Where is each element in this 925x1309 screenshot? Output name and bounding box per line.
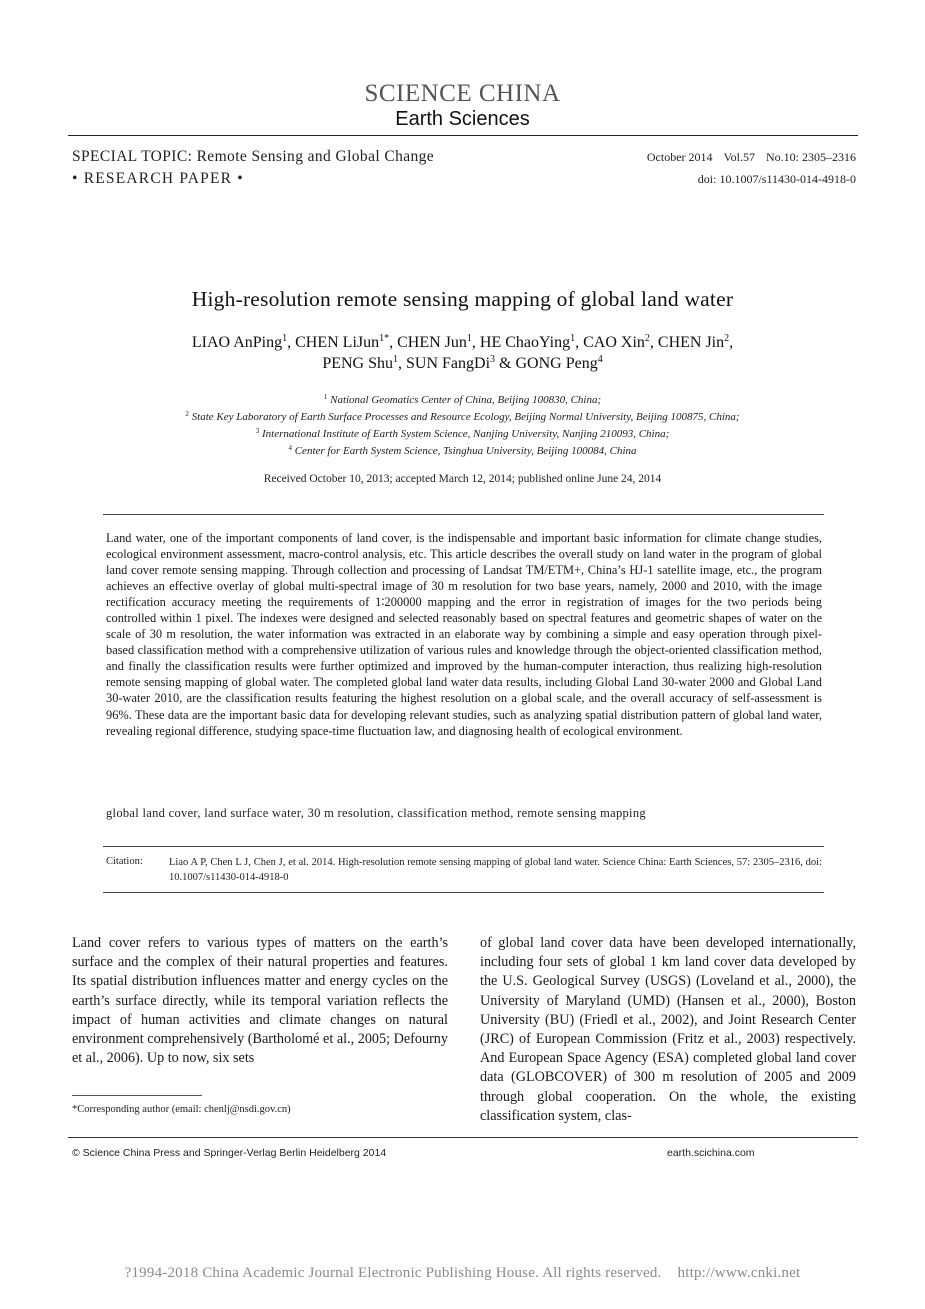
journal-site-link[interactable]: earth.scichina.com	[667, 1147, 755, 1159]
paper-title: High-resolution remote sensing mapping of global land water	[191, 287, 734, 311]
abstract: Land water, one of the important components of land cover, is the indispensable and important basic information for climate change studies, ecological environment assessment, macro-control analysis, etc. This article describes the overall study on land water in the program of global land cover remote sensing mapping. Through collection and processing of Landsat TM/ETM+, China’s HJ-1 satellite image, etc., the program achieves an effective overlay of global multi-spectral image of 30 m resolution for two base years, namely, 2000 and 2010, with the image rectification accuracy meeting the requirements of 1∶200000 mapping and the error in registration of images for the two periods being controlled within 1 pixel. The indexes were designed and selected reasonably based on spectral features and geometric shapes of water on the scale of 30 m resolution, the water information was extracted in an elaborate way by combining a simple and easy operation through pixel-based classification method with a comprehensive utilization of various rules and knowledge through the object-oriented classification method, and finally the classification results were further optimized and improved by the human-computer interaction, thus realizing high-resolution remote sensing mapping of global water. The completed global land water data results, including Global Land 30-water 2000 and Global Land 30-water 2010, are the classification results featuring the highest resolution on a global scale, and the overall accuracy of self-assessment is 96%. These data are the important basic data for developing relevant studies, such as analyzing spatial distribution pattern of global land water, revealing regional difference, studying space-time fluctuation law, and diagnosing health of ecological environment.	[106, 531, 822, 738]
affiliation: $^2$ State Key Laboratory of Earth Surface Processes and Resource Ecology, Beijing Normal University, Beijing 100875, China;	[185, 410, 740, 423]
doi: doi: 10.1007/s11430-014-4918-0	[697, 172, 856, 186]
citation-text: Liao A P, Chen L J, Chen J, et al. 2014. High-resolution remote sensing mapping of global land water. Science China: Earth Sciences, 57: 2305–2316, doi: 10.1007/s11430-014-4918-0	[169, 857, 822, 883]
author: PENG Shu$^1$,	[322, 354, 406, 372]
citation-top-rule	[103, 846, 824, 847]
author: GONG Peng$^4$	[515, 354, 603, 372]
received-dates: Received October 10, 2013; accepted March 12, 2014; published online June 24, 2014	[263, 473, 662, 485]
author-list	[100, 332, 825, 374]
issue-volume: Vol.57	[723, 150, 755, 164]
author: HE ChaoYing$^1$,	[479, 333, 584, 351]
watermark-text: ?1994-2018 China Academic Journal Electronic Publishing House. All rights reserved.	[124, 1265, 662, 1281]
footer-rule	[68, 1137, 858, 1138]
author: CAO Xin$^2$,	[583, 333, 658, 351]
keywords: global land cover, land surface water, 30 m resolution, classification method, remote sensing mapping	[106, 806, 646, 820]
author: LIAO AnPing$^1$,	[191, 333, 296, 351]
author: CHEN Jin$^2$,	[657, 333, 734, 351]
header-rule	[68, 135, 858, 136]
issue-date: October 2014	[646, 150, 713, 164]
paper-type: • RESEARCH PAPER •	[72, 170, 244, 187]
author: SUN FangDi$^3$ &	[406, 354, 516, 372]
citation-label: Citation:	[106, 856, 143, 867]
footnote-rule	[72, 1095, 202, 1096]
author: CHEN LiJun$^{1*}$,	[295, 333, 398, 351]
body-column-right: of global land cover data have been developed internationally, including four sets of global 1 km land cover data developed by the U.S. Geological Survey (USGS) (Loveland et al., 2000), the University of Maryland (UMD) (Hansen et al., 2000), Boston University (BU) (Friedl et al., 2002), and Joint Research Center (JRC) of European Commission (Fritz et al., 2003) respectively. And European Space Agency (ESA) completed global land cover data (GLOBCOVER) of 300 m resolution of 2005 and 2009 through global cooperation. On the whole, the existing classification system, clas-	[480, 935, 856, 1124]
issue-info	[647, 150, 856, 165]
affiliation: $^4$ Center for Earth System Science, Tsinghua University, Beijing 100084, China	[288, 444, 637, 457]
journal-name: SCIENCE CHINA	[364, 80, 561, 107]
issue-pages: No.10: 2305–2316	[766, 150, 856, 164]
journal-subtitle: Earth Sciences	[395, 108, 530, 130]
citation-bottom-rule	[103, 892, 824, 893]
affiliation: $^1$ National Geomatics Center of China, Beijing 100830, China;	[323, 393, 602, 406]
abstract-top-rule	[103, 514, 824, 515]
affiliation-list	[60, 392, 865, 460]
author: CHEN Jun$^1$,	[397, 333, 480, 351]
special-topic: SPECIAL TOPIC: Remote Sensing and Global Change	[72, 148, 435, 165]
body-column-left: Land cover refers to various types of matters on the earth’s surface and the complex of their natural properties and features. Its spatial distribution influences matter and energy cycles on the earth’s surface directly, while its temporal variation reflects the impact of human activities and climate changes on natural environment comprehensively (Bartholomé et al., 2005; Defourny et al., 2006). Up to now, six sets	[72, 935, 448, 1067]
cnki-watermark	[0, 1265, 925, 1282]
copyright: © Science China Press and Springer-Verlag Berlin Heidelberg 2014	[72, 1147, 387, 1159]
watermark-url[interactable]: http://www.cnki.net	[677, 1265, 801, 1281]
affiliation: $^3$ International Institute of Earth System Science, Nanjing University, Nanjing 210093, China;	[255, 427, 670, 440]
corresponding-author-footnote: *Corresponding author (email: chenlj@nsdi.gov.cn)	[72, 1104, 291, 1115]
